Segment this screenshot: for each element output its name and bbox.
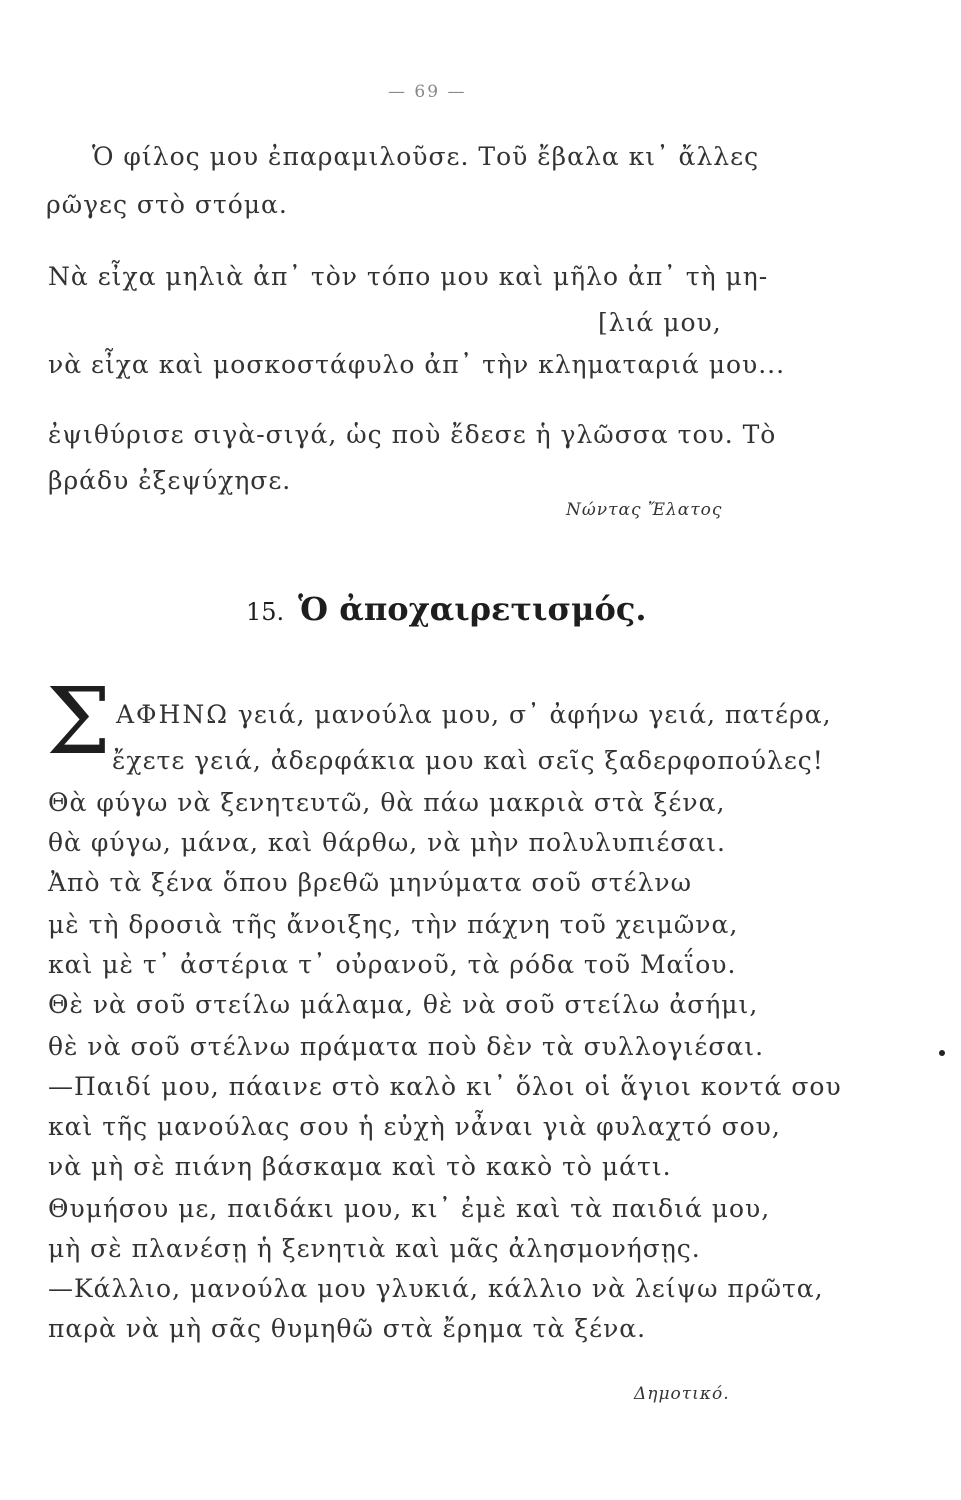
excerpt-line: ἐψιθύρισε σιγὰ-σιγά, ὡς ποὺ ἔδεσε ἡ γλῶσσα του. Τὸ [48, 420, 777, 449]
poem-line: καὶ μὲ τ᾽ ἀστέρια τ᾽ οὐρανοῦ, τὰ ρόδα τοῦ Μαΐου. [48, 950, 737, 979]
page-number: — 69 — [388, 82, 467, 102]
poem-line: παρὰ νὰ μὴ σᾶς θυμηθῶ στὰ ἔρημα τὰ ξένα. [48, 1314, 647, 1343]
poem-title-text: Ὁ ἀποχαιρετισμός. [298, 590, 647, 628]
excerpt-line: [λιά μου, [598, 308, 722, 337]
poem-line: Θυμήσου με, παιδάκι μου, κι᾽ ἐμὲ καὶ τὰ παιδιά μου, [48, 1194, 771, 1223]
poem-source: Δημοτικό. [634, 1384, 730, 1404]
poem-line: Θὰ φύγω νὰ ξενητευτῶ, θὰ πάω μακριὰ στὰ ξένα, [48, 788, 726, 817]
ink-spot [939, 1050, 945, 1056]
excerpt-line: νὰ εἶχα καὶ μοσκοστάφυλο ἀπ᾽ τὴν κληματαριά μου... [48, 350, 786, 379]
poem-line: ἔχετε γειά, ἀδερφάκια μου καὶ σεῖς ξαδερφοπούλες! [112, 746, 824, 775]
excerpt-line: Ὁ φίλος μου ἐπαραμιλοῦσε. Τοῦ ἔβαλα κι᾽ ἄλλες [92, 142, 760, 171]
first-word: ΑΦΗΝΩ [116, 700, 229, 729]
poem-line: θὲ νὰ σοῦ στέλνω πράματα ποὺ δὲν τὰ συλλογιέσαι. [48, 1032, 765, 1061]
poem-line-text: γειά, μανούλα μου, σ᾽ ἀφήνω γειά, πατέρα, [237, 700, 832, 729]
poem-line: μὲ τὴ δροσιὰ τῆς ἄνοιξης, τὴν πάχνη τοῦ χειμῶνα, [48, 910, 739, 939]
drop-cap-initial: Σ [46, 668, 112, 775]
poem-title [246, 590, 647, 628]
poem-line: Ἀπὸ τὰ ξένα ὅπου βρεθῶ μηνύματα σοῦ στέλνω [48, 868, 693, 897]
poem-number: 15. [246, 598, 285, 626]
excerpt-author: Νώντας Ἔλατος [566, 500, 723, 520]
excerpt-line: Νὰ εἶχα μηλιὰ ἀπ᾽ τὸν τόπο μου καὶ μῆλο ἀπ᾽ τὴ μη- [48, 262, 769, 291]
excerpt-line: ρῶγες στὸ στόμα. [46, 190, 288, 219]
poem-line: θὰ φύγω, μάνα, καὶ θάρθω, νὰ μὴν πολυλυπιέσαι. [48, 828, 726, 857]
poem-line: μὴ σὲ πλανέσῃ ἡ ξενητιὰ καὶ μᾶς ἀλησμονήσῃς. [48, 1234, 701, 1263]
excerpt-line: βράδυ ἐξεψύχησε. [48, 466, 292, 495]
poem-line: —Κάλλιο, μανούλα μου γλυκιά, κάλλιο νὰ λείψω πρῶτα, [48, 1274, 824, 1303]
poem-line: νὰ μὴ σὲ πιάνη βάσκαμα καὶ τὸ κακὸ τὸ μάτι. [48, 1152, 672, 1181]
poem-line: Θὲ νὰ σοῦ στείλω μάλαμα, θὲ νὰ σοῦ στείλω ἀσήμι, [48, 990, 759, 1019]
poem-line: καὶ τῆς μανούλας σου ἡ εὐχὴ νἆναι γιὰ φυλαχτό σου, [48, 1112, 781, 1141]
poem-line [116, 700, 832, 729]
poem-line: —Παιδί μου, πάαινε στὸ καλὸ κι᾽ ὅλοι οἱ ἅγιοι κοντά σου [48, 1072, 842, 1101]
